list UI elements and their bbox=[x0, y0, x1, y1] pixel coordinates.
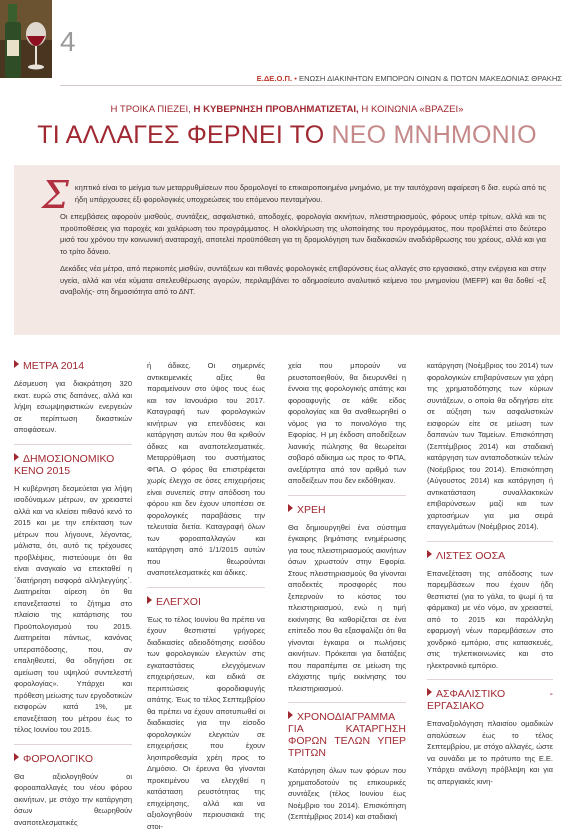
triangle-right-icon bbox=[14, 453, 19, 461]
section-text: Δέσμευση για διακράτηση 320 εκατ. ευρώ στις δαπάνες, αλλά και λήψη εσωμψηφιστικών ενεργειών σε περίπτωση δικαστικών αποφάσεων. bbox=[14, 379, 132, 434]
org-acronym: Ε.ΔΕ.Ο.Π. bbox=[256, 74, 293, 83]
overtitle-part-2: Η ΚΥΒΕΡΝΗΣΗ ΠΡΟΒΛΗΜΑΤΙΖΕΤΑΙ, bbox=[193, 104, 359, 115]
section-text: Κατάργηση όλων των φόρων που χρηματοδοτούν τις επικουρικές συντάξεις (τέλος Ιουνίου έως Νοέμβριο του 2014). Επισκόπηση (Σεπτέμβριος 2014) και σταδιακή bbox=[288, 766, 406, 821]
section-title: ΑΣΦΑΛΙΣΤΙΚΟ - ΕΡΓΑΣΙΑΚΟ bbox=[427, 688, 553, 712]
section-text: ή άδικες. Οι σημερινές αντικειμενικές αξίες θα παραμείνουν στο ύψος τους έως και τον Ιανουάριο του 2017. Καταγραφή των φορολογικών κινήτρων για επενδύσεις και κατάργηση αυτών που θα κριθούν άδικες και αναποτελεσματικές. Μεταρρύθμιση του συστήματος ΦΠΑ. Ο φόρος θα επιστρέφεται χωρίς έλεγχο σε όσες επιχειρήσεις είναι συνεπείς στην απόδοση του φόρου και δεν έχουν υποπέσει σε φορολογικές παραβάσεις την τελευταία διετία. Καταγραφή όλων των φοροαπαλλαγών και κατάργηση από 1/1/2015 αυτών που θεωρούνται αναποτελεσματικές και άδικες. bbox=[147, 361, 265, 577]
org-name: ΕΝΩΣΗ ΔΙΑΚΙΝΗΤΩΝ ΕΜΠΟΡΩΝ ΟΙΝΩΝ & ΠΟΤΩΝ ΜΑΚΕΔΟΝΙΑΣ ΘΡΑΚΗΣ bbox=[299, 74, 562, 83]
wine-photo-icon bbox=[0, 0, 52, 78]
section-title: ΔΗΜΟΣΙΟΝΟΜΙΚΟ ΚΕΝΟ 2015 bbox=[14, 452, 115, 477]
overtitle-part-3: Η ΚΟΙΝΩΝΙΑ «ΒΡΑΖΕΙ» bbox=[361, 104, 464, 115]
section-title: ΧΡΕΗ bbox=[288, 504, 406, 516]
section-text: κατάργηση (Νοέμβριος του 2014) των φορολογικών επιβαρύνσεων για χάρη της χρηματοδότησης των κύριων συντάξεων, ο οποία θα οδηγήσει είτε σε αύξηση των ασφαλιστικών εισφορών είτε σε μείωση των δαπανών των Ταμείων. Επισκόπηση (Σεπτέμβριος 2014) και σταδιακή κατάργηση των ανταποδοτικών τελών (Νοέμβριος του 2014). Επισκόπηση (Αύγουστος 2014) και κατάργηση ή αντικατάσταση συναλλακτικών επιβαρύνσεων μαζί και των χαρτοσήμων για μια σειρά επαγγελμάτων (Νοέμβριος 2014). bbox=[427, 361, 553, 531]
intro-paragraph-1-text: κηπτικό είναι το μείγμα των μεταρρυθμίσεων που δρομολογεί το επικαιροποιημένο μνημόνιο, με την ταυτόχρονη αφαίρεση 6 δισ. ευρώ από τις ήδη υπάρχουσες έξι φορολογικές υποχρεώσεις του επόμενου πενταμήνου. bbox=[74, 183, 546, 204]
section-text: Η κυβέρνηση δεσμεύεται για λήψη ισοδύναμων μέτρων, αν χρειαστεί αλλά και να κλείσει πιθανό κενό το 2015 και με την επέκταση των μέτρων που λήγουνε, λέγοντας, μάλιστα, ότι, αυτό τις τρέχουσες προβλέψεις, πιστεύουμε ότι θα είναι αναγκαίο να επεκταθεί η ΄διατήρηση εισφορά αλληλεγγύης΄. Διατηρείται αίρεση ότι θα επανεξεταστεί το ζήτημα στο πλαίσιο της κατάρτισης του Προϋπολογισμού του 2015. Διατηρείται πάντως, κανόνας υπεραπόδοσης, που, αν επαληθευτεί, θα οδηγήσει σε αμείωση του υψηλού συντελεστή φορολογίας». Υπάρχει και πρόθεση μείωσης των εργοδοτικών εισφορών κατά 1%, με επανεξέταση του μέτρου έως το τέλος Ιουνίου του 2015. bbox=[14, 483, 132, 734]
section-text: Έως το τέλος Ιουνίου θα πρέπει να έχουν θεσπιστεί γρήγορες διαδικασίες αδειοδότησης εισόδου των φορολογικών ελεγκτών στις εγκαταστάσεις ελεγχόμενων επιχειρήσεων, και ειδικά σε περιπτώσεις φοροδιαφυγής απάτης. Έως το τέλος Σεπτεμβρίου θα πρέπει να έχουν αποτυπωθεί οι διαδικασίες για την είσοδο φορολογικών ελεγκτών σε επιχειρήσεις που έχουν λησιπροθεσμία χρέη προς το Δημόσιο. Οι έρευνα θα γίνονται προκειμένου να ελεγχθεί η κατάσταση ρευστότητας της επιχείρησης, αλλά και να αξιολογηθούν περιουσιακά της στοι- bbox=[147, 614, 265, 831]
article-column-1 bbox=[14, 360, 132, 836]
article-intro bbox=[42, 173, 546, 304]
section-text: χεία που μπορούν να ρευστοποιηθούν, θα διευρυνθεί η έννοια της φορολογικής απάτης και φοροαφυγής σε κάθε είδος φορολογίας και θα αναθεωρηθεί ο νόμος για το ποινολόγιο της Εφορίας. Η μη έκδοση αποδείξεων λιανικής πώλησης θα θεωρείται σοβαρό αδίκημα ως προς το ΦΠΑ, ανεξάρτητα από τον αριθμό των αποδείξεων που δεν εκδόθηκαν. bbox=[288, 361, 406, 485]
wine-bottle-glass-photo bbox=[0, 0, 52, 78]
section-title: ΧΡΟΝΟΔΙΑΓΡΑΜΜΑ ΓΙΑ ΚΑΤΑΡΓΗΣΗ ΦΟΡΩΝ ΤΕΛΩΝ ΥΠΕΡ ΤΡΙΤΩΝ bbox=[288, 711, 406, 759]
triangle-right-icon bbox=[14, 360, 19, 368]
article-title bbox=[0, 121, 574, 150]
title-part-2: ΝΕΟ ΜΝΗΜΟΝΙΟ bbox=[331, 121, 537, 149]
article-column-3 bbox=[288, 360, 406, 831]
section-divider bbox=[14, 744, 132, 745]
triangle-right-icon bbox=[288, 504, 293, 512]
article-overtitle bbox=[0, 104, 574, 115]
article-column-2 bbox=[147, 360, 265, 840]
header-divider bbox=[60, 85, 562, 86]
section-divider bbox=[147, 587, 265, 588]
org-separator: • bbox=[294, 74, 297, 83]
section-title: ΛΙΣΤΕΣ ΟΟΣΑ bbox=[427, 550, 553, 562]
intro-paragraph-1 bbox=[42, 173, 546, 217]
overtitle-part-1: Η ΤΡΟΙΚΑ ΠΙΕΖΕΙ, bbox=[110, 104, 191, 115]
section-title: ΜΕΤΡΑ 2014 bbox=[14, 360, 132, 372]
intro-paragraph-2: Οι επεμβάσεις αφορούν μισθούς, συντάξεις, ασφαλιστικό, αποδοχές, φορολογία ακινήτων, πλειστηριασμούς, φόρους υπέρ τρίτων, αλλά και τις προϋποθέσεις για παροχές και χαλάρωση του προγράμματος. Η ολοκλήρωση της υλοποίησης του προγράμματος, που προβλέπεί στο δεύτερο μισό του χρόνου την κοινωνική αναταραχή, αποτελεί προϋπόθεση για τη δρομολόγηση των διαδικασιών αναδιάρθρωσης του χρέους, αλλά και για το τρίτο δάνειο. bbox=[60, 212, 546, 256]
triangle-right-icon bbox=[427, 550, 432, 558]
section-divider bbox=[288, 702, 406, 703]
organization-header bbox=[257, 74, 562, 83]
section-text: Θα αξιολογηθούν οι φοροαπαλλαγές του νέου φόρου ακινήτων, με στόχο την κατάργηση όσων θεωρηθούν αναποτελεσματικές bbox=[14, 771, 132, 827]
section-text: Θα δημιουργηθεί ένα σύστημα έγκαιρης βημάτισης ενημέρωσης για τους πλειστηριασμούς ακινήτων όσων χρωστούν στην Εφορία. Στους πλειστηριασμούς θα γίνονται αποδεκτές προσφορές που ξεπερνούν το κόστος του πλειστηριασμού, ενώ η τιμή εκκίνησης θα καθορίζεται σε ένα επίπεδο που θα εξασφαλίζει ότι θα γίνονται έγκαιρα οι πωλήσεις ακινήτων. Πρόκειται για διατάξεις που παραπέμπει σε μείωση της ελάχιστης τιμής εκκίνησης του πλειστηριασμού. bbox=[288, 522, 406, 693]
section-title: ΕΛΕΓΧΟΙ bbox=[147, 596, 265, 608]
section-text: Επαναξιολόγηση πλαισίου ομαδικών απολύσεων έως το τέλος Σεπτεμβρίου, με στόχο αλλαγές, ώστε να συνάδει με το πρότυπο της Ε.Ε. Υπάρχει ανάλογη πρόβλεψη και για τις απεργιακές κινη- bbox=[427, 719, 553, 786]
section-text: Επανεξέταση της απόδοσης των παρεμβάσεων που έχουν ήδη θεσπιστεί (για το γάλα, το ψωμί ή τα φάρμακα) με νέο νόμο, αν χρειαστεί, από το 2015 και παράλληλη εφαρμογή νέων παρεμβάσεων στο χονδρικό εμπόριο, στις κατασκευές, στις τηλεπικοινωνίες και στο ηλεκτρονικό εμπόριο. bbox=[427, 568, 553, 670]
section-title: ΦΟΡΟΛΟΓΙΚΟ bbox=[14, 753, 132, 765]
intro-dropcap: Σ bbox=[42, 173, 69, 217]
article-column-4 bbox=[427, 360, 553, 795]
triangle-right-icon bbox=[427, 688, 432, 696]
triangle-right-icon bbox=[14, 753, 19, 761]
section-divider bbox=[14, 444, 132, 445]
title-part-1: ΤΙ ΑΛΛΑΓΕΣ ΦΕΡΝΕΙ ΤΟ bbox=[37, 121, 325, 149]
section-divider bbox=[427, 679, 553, 680]
page-number: 4 bbox=[60, 26, 76, 57]
section-divider bbox=[288, 495, 406, 496]
intro-paragraph-3: Δεκάδες νέα μέτρα, από περικοπές μισθών, συντάξεων και πιθανές φορολογικές επιβαρύνσεις έως αλλαγές στο εργασιακό, στην ενέργεια και στην υγεία, αλλά και νέα κύματα απελευθέρωσης αγορών, περιλαμβάνει το αδημοσίευτο αναλυτικό κείμενο του μνημονίου (MEFP) και θα δοθεί -εξ αναβολής- στη δημοσιότητα από το ΔΝΤ. bbox=[60, 264, 546, 296]
section-divider bbox=[427, 541, 553, 542]
triangle-right-icon bbox=[288, 711, 293, 719]
triangle-right-icon bbox=[147, 596, 152, 604]
